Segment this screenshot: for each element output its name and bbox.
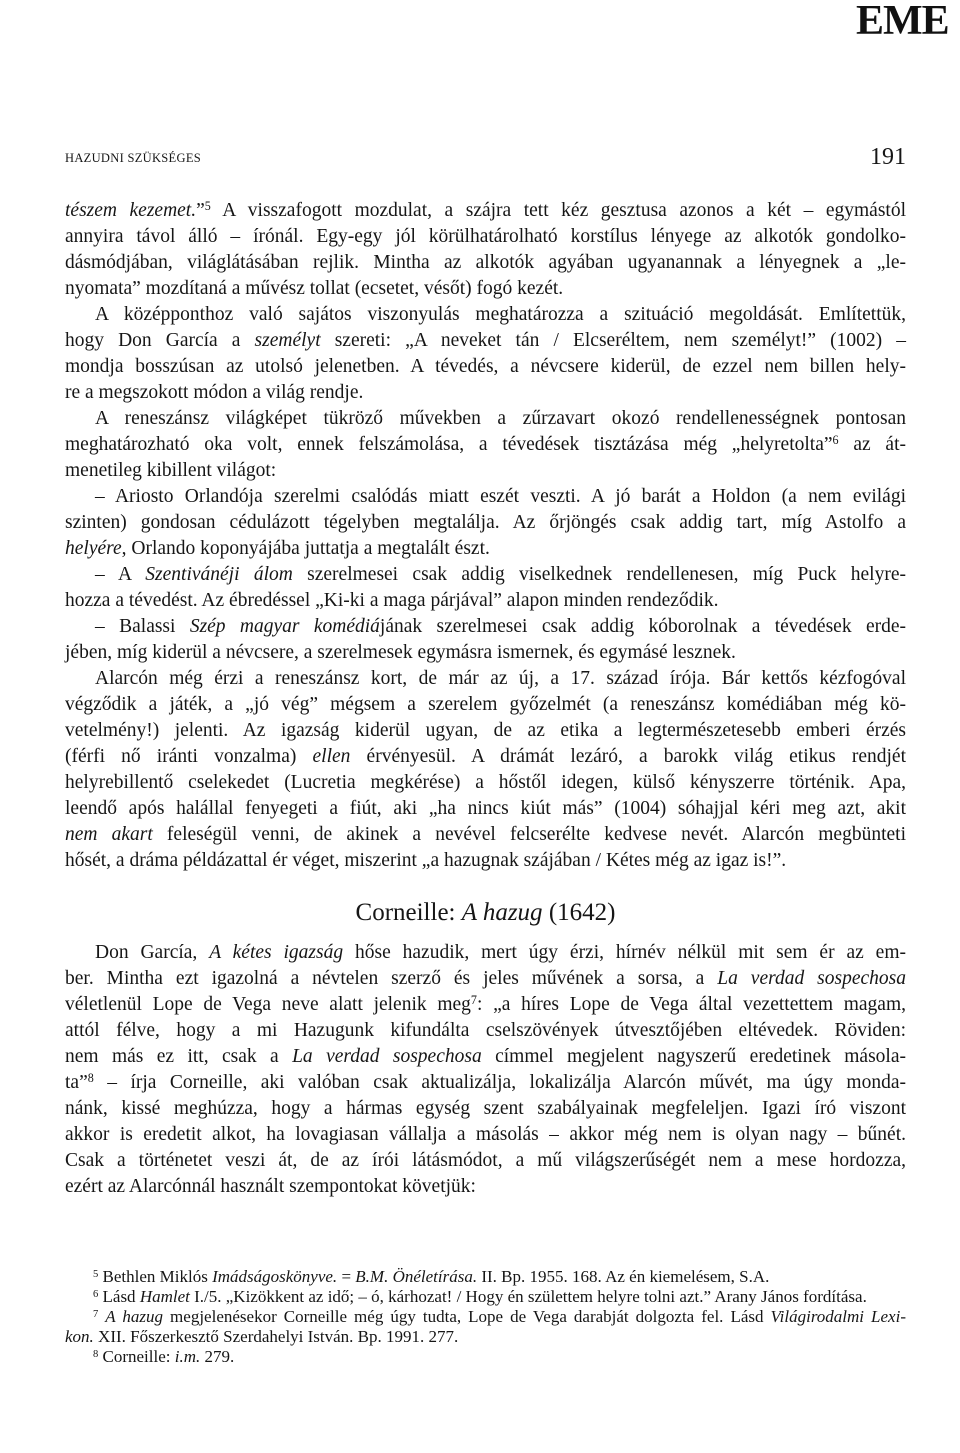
- text-run: 279.: [200, 1347, 235, 1366]
- body-line: [65, 588, 906, 614]
- text-run: véletlenül Lope de Vega neve alatt jelenik meg: [65, 994, 471, 1015]
- running-title: HAZUDNI SZÜKSÉGES: [65, 151, 202, 165]
- text-run: nem más ez itt, csak a: [65, 1046, 293, 1067]
- paragraph: [65, 484, 906, 562]
- footnote: [65, 1287, 906, 1307]
- body-line: [65, 848, 906, 874]
- footnote-marker: 5: [93, 1268, 99, 1280]
- text-run: attól félve, hogy a mi Hazugunk kifundálta cselszövények útvesztőjében eltévedek. Röviden:: [65, 1020, 906, 1041]
- body-line: [65, 276, 906, 302]
- emphasis-run: Hamlet: [139, 1287, 190, 1306]
- body-text: [65, 198, 906, 1200]
- text-run: Lásd: [98, 1287, 140, 1306]
- body-line: [65, 966, 906, 992]
- body-line: [65, 1018, 906, 1044]
- text-run: XII. Főszerkesztő Szerdahelyi István. Bp. 1991. 277.: [93, 1327, 459, 1346]
- footnote: [65, 1347, 906, 1367]
- body-line: [65, 1044, 906, 1070]
- footnote-line: [65, 1347, 906, 1367]
- body-line: [65, 614, 906, 640]
- text-run: annyira távol álló – írónál. Egy-egy jól körülhatárolható korstílus lényege az alkotók gondolko-: [65, 226, 906, 247]
- text-run: ta”: [65, 1072, 88, 1093]
- text-run: nyomata” mozdítaná a művész tollat (ecsetet, vésőt) fogó kezét.: [65, 278, 564, 299]
- text-run: megjelenésekor Corneille még úgy tudta, Lope de Vega darabját dolgozta fel. Lásd: [163, 1307, 771, 1326]
- text-run: (1642): [542, 899, 616, 926]
- footnote-marker: 8: [87, 1070, 94, 1085]
- body-line: [65, 510, 906, 536]
- text-run: címmel megjelent nagyszerű eredetinek másola-: [481, 1046, 906, 1067]
- body-line: [65, 640, 906, 666]
- text-run: A visszafogott mozdulat, a szájra tett kéz gesztusa azonos a két – egymástól: [210, 200, 906, 221]
- emphasis-run: A hazug: [105, 1307, 164, 1326]
- body-line: [65, 432, 906, 458]
- body-line: [65, 822, 906, 848]
- body-line: [65, 666, 906, 692]
- page-number: 191: [870, 144, 906, 170]
- footnote-marker: 8: [93, 1348, 99, 1360]
- footnote: [65, 1267, 906, 1287]
- text-run: =: [337, 1267, 356, 1286]
- heading-line: [65, 898, 906, 928]
- body-line: [65, 250, 906, 276]
- text-run: ezért az Alarcónnál használt szempontokat követjük:: [65, 1176, 476, 1197]
- text-run: végződik a játék, a „jó vég” mégsem a szerelem győzelmét (a reneszánsz komédiában még kö-: [65, 694, 906, 715]
- body-line: [65, 354, 906, 380]
- section-heading: [65, 898, 906, 928]
- body-line: [65, 484, 906, 510]
- text-run: Bethlen Miklós: [98, 1267, 213, 1286]
- text-run: Don García,: [95, 942, 210, 963]
- body-line: [65, 328, 906, 354]
- emphasis-run: A kétes igazság: [209, 942, 344, 963]
- emphasis-run: B.M. Önéletírása.: [355, 1267, 478, 1286]
- text-run: Csak a történetet veszi át, de az írói látásmódot, a mű világszerűségét nem a mese hordozza,: [65, 1150, 906, 1171]
- text-run: Corneille:: [355, 899, 462, 926]
- text-run: ber. Mintha ezt igazolná a névtelen szerző és jeles művének a sorsa, a: [65, 968, 718, 989]
- footnote-marker: 5: [204, 198, 211, 213]
- emphasis-run: i.m.: [174, 1347, 201, 1366]
- text-run: – Ariosto Orlandója szerelmi csalódás miatt eszét veszti. A jó barát a Holdon (a nem evilági: [95, 486, 906, 507]
- paragraph: [65, 562, 906, 614]
- text-run: II. Bp. 1955. 168. Az én kiemelésem, S.A.: [477, 1267, 770, 1286]
- emphasis-run: nem akart: [65, 824, 153, 845]
- footnotes: [65, 1267, 906, 1367]
- body-line: [65, 1096, 906, 1122]
- footnote: [65, 1307, 906, 1347]
- body-line: [65, 406, 906, 432]
- text-run: szerelmesei csak addig viselkednek rendellenesen, míg Puck helyre-: [292, 564, 906, 585]
- body-line: [65, 562, 906, 588]
- text-run: szereti: „A neveket tán / Elcseréltem, nem személyt!” (1002) –: [320, 330, 906, 351]
- text-run: menetileg kibillent világot:: [65, 460, 277, 481]
- text-run: – írja Corneille, aki valóban csak aktualizálja, lokalizálja Alarcón művét, ma úgy monda-: [93, 1072, 906, 1093]
- body-line: [65, 198, 906, 224]
- text-run: A középponthoz való sajátos viszonyulás meghatározza a szituáció megoldását. Említettük,: [95, 304, 906, 325]
- text-run: feleségül venni, de akinek a nevével felcserélte kedvese nevét. Alarcón megbünteti: [152, 824, 906, 845]
- body-line: [65, 536, 906, 562]
- text-run: szinten) gondosan cédulázott tégelyben megtalálja. Az őrjöngés csak addig tart, míg Astolfo a: [65, 512, 906, 533]
- footnote-marker: 7: [470, 992, 477, 1007]
- body-line: [65, 1174, 906, 1200]
- body-line: [65, 940, 906, 966]
- footnote-line: [65, 1287, 906, 1307]
- body-line: [65, 1070, 906, 1096]
- paragraph: [65, 940, 906, 1200]
- emphasis-run: Szép magyar komédiá: [189, 616, 380, 637]
- emphasis-run: kon.: [65, 1327, 94, 1346]
- text-run: vetelmény!) jelenti. Az igazság kiderül ugyan, de az etika a legtermészetesebb emberi érzés: [65, 720, 906, 741]
- text-run: A reneszánsz világképet tükröző művekben a zűrzavart okozó rendellenességnek pontosan: [95, 408, 906, 429]
- text-run: , Orlando koponyájába juttatja a megtalált észt.: [121, 538, 490, 559]
- text-run: : „a híres Lope de Vega által vezettettem magam,: [476, 994, 906, 1015]
- emphasis-run: ellen: [312, 746, 351, 767]
- body-line: [65, 302, 906, 328]
- emphasis-run: Világirodalmi Lexi-: [770, 1307, 906, 1326]
- footnote-line: [65, 1267, 906, 1287]
- footnote-marker: 6: [93, 1288, 99, 1300]
- text-run: – Balassi: [95, 616, 190, 637]
- text-run: hozza a tévedést. Az ébredéssel „Ki-ki a maga párjával” alapon minden rendeződik.: [65, 590, 719, 611]
- paragraph: [65, 406, 906, 484]
- emphasis-run: tészem kezemet.: [65, 200, 197, 221]
- text-run: I./5. „Kizökkent az idő; – ó, kárhozat! / Hogy én születtem helyre tolni azt.” Arany János fordítása.: [189, 1287, 867, 1306]
- emphasis-run: La verdad sospechosa: [717, 968, 906, 989]
- text-run: (férfi nő iránti vonzalma): [65, 746, 313, 767]
- text-run: leendő após halállal fenyegeti a fiút, aki „ha nincs kiút más” (1004) sóhajjal kéri meg azt, akit: [65, 798, 906, 819]
- text-run: helyrebillentő cselekedet (Lucretia megkérése) a hőstől idegen, külső kényszerre történik. Apa,: [65, 772, 906, 793]
- text-run: az át-: [838, 434, 906, 455]
- body-line: [65, 770, 906, 796]
- body-line: [65, 380, 906, 406]
- publisher-logo: EME: [856, 0, 949, 44]
- paragraph: [65, 198, 906, 302]
- text-run: nánk, kissé meghúzza, hogy a hármas egység szent szabályainak megfeleljen. Igazi író viszont: [65, 1098, 906, 1119]
- paragraph: [65, 614, 906, 666]
- text-run: jében, míg kiderül a névcsere, a szerelmesek egymásra ismernek, és egymásé lesznek.: [65, 642, 736, 663]
- emphasis-run: La verdad sospechosa: [292, 1046, 482, 1067]
- body-line: [65, 718, 906, 744]
- body-line: [65, 458, 906, 484]
- text-run: érvényesül. A drámát lezáró, a barokk világ etikus rendjét: [350, 746, 906, 767]
- emphasis-run: személyt: [254, 330, 321, 351]
- body-line: [65, 1148, 906, 1174]
- body-line: [65, 744, 906, 770]
- text-run: mondja bosszúsan az utolsó jelenetben. A tévedés, a névcsere kiderül, de ezzel nem billen hely-: [65, 356, 906, 377]
- body-line: [65, 1122, 906, 1148]
- paragraph: [65, 666, 906, 874]
- footnote-line: [65, 1327, 906, 1347]
- text-run: – A: [95, 564, 146, 585]
- paragraph: [65, 302, 906, 406]
- text-run: jának szerelmesei csak addig kóborolnak a tévedések erde-: [379, 616, 906, 637]
- body-line: [65, 692, 906, 718]
- body-line: [65, 796, 906, 822]
- text-run: hősét, a dráma példázattal ér véget, miszerint „a hazugnak szájában / Kétes még az igaz is!”.: [65, 850, 787, 871]
- emphasis-run: Imádságoskönyve.: [212, 1267, 338, 1286]
- text-run: meghatározható oka volt, ennek felszámolása, a tévedések tisztázása még „helyretolta”: [65, 434, 833, 455]
- text-run: Corneille:: [98, 1347, 175, 1366]
- body-line: [65, 992, 906, 1018]
- footnote-line: [65, 1307, 906, 1327]
- footnote-marker: 7: [93, 1308, 99, 1320]
- text-run: Alarcón még érzi a reneszánsz kort, de már az új, a 17. század írója. Bár kettős kézfogóval: [95, 668, 906, 689]
- emphasis-run: Szentivánéji álom: [145, 564, 293, 585]
- text-run: hogy Don García a: [65, 330, 255, 351]
- body-line: [65, 224, 906, 250]
- text-run: akkor is eredetit alkot, ha lovagiasan vállalja a másolás – akkor még nem is olyan nagy – bűnét.: [65, 1124, 906, 1145]
- emphasis-run: helyére: [65, 538, 122, 559]
- footnote-marker: 6: [832, 432, 839, 447]
- text-run: hőse hazudik, mert úgy érzi, hírnév nélkül mit sem ér az em-: [343, 942, 906, 963]
- text-run: dásmódjában, világlátásában rejlik. Mintha az alkotók agyában ugyanannak a lényegnek a „le-: [65, 252, 906, 273]
- text-run: ”: [196, 200, 205, 221]
- text-run: re a megszokott módon a világ rendje.: [65, 382, 364, 403]
- emphasis-run: A hazug: [461, 899, 543, 926]
